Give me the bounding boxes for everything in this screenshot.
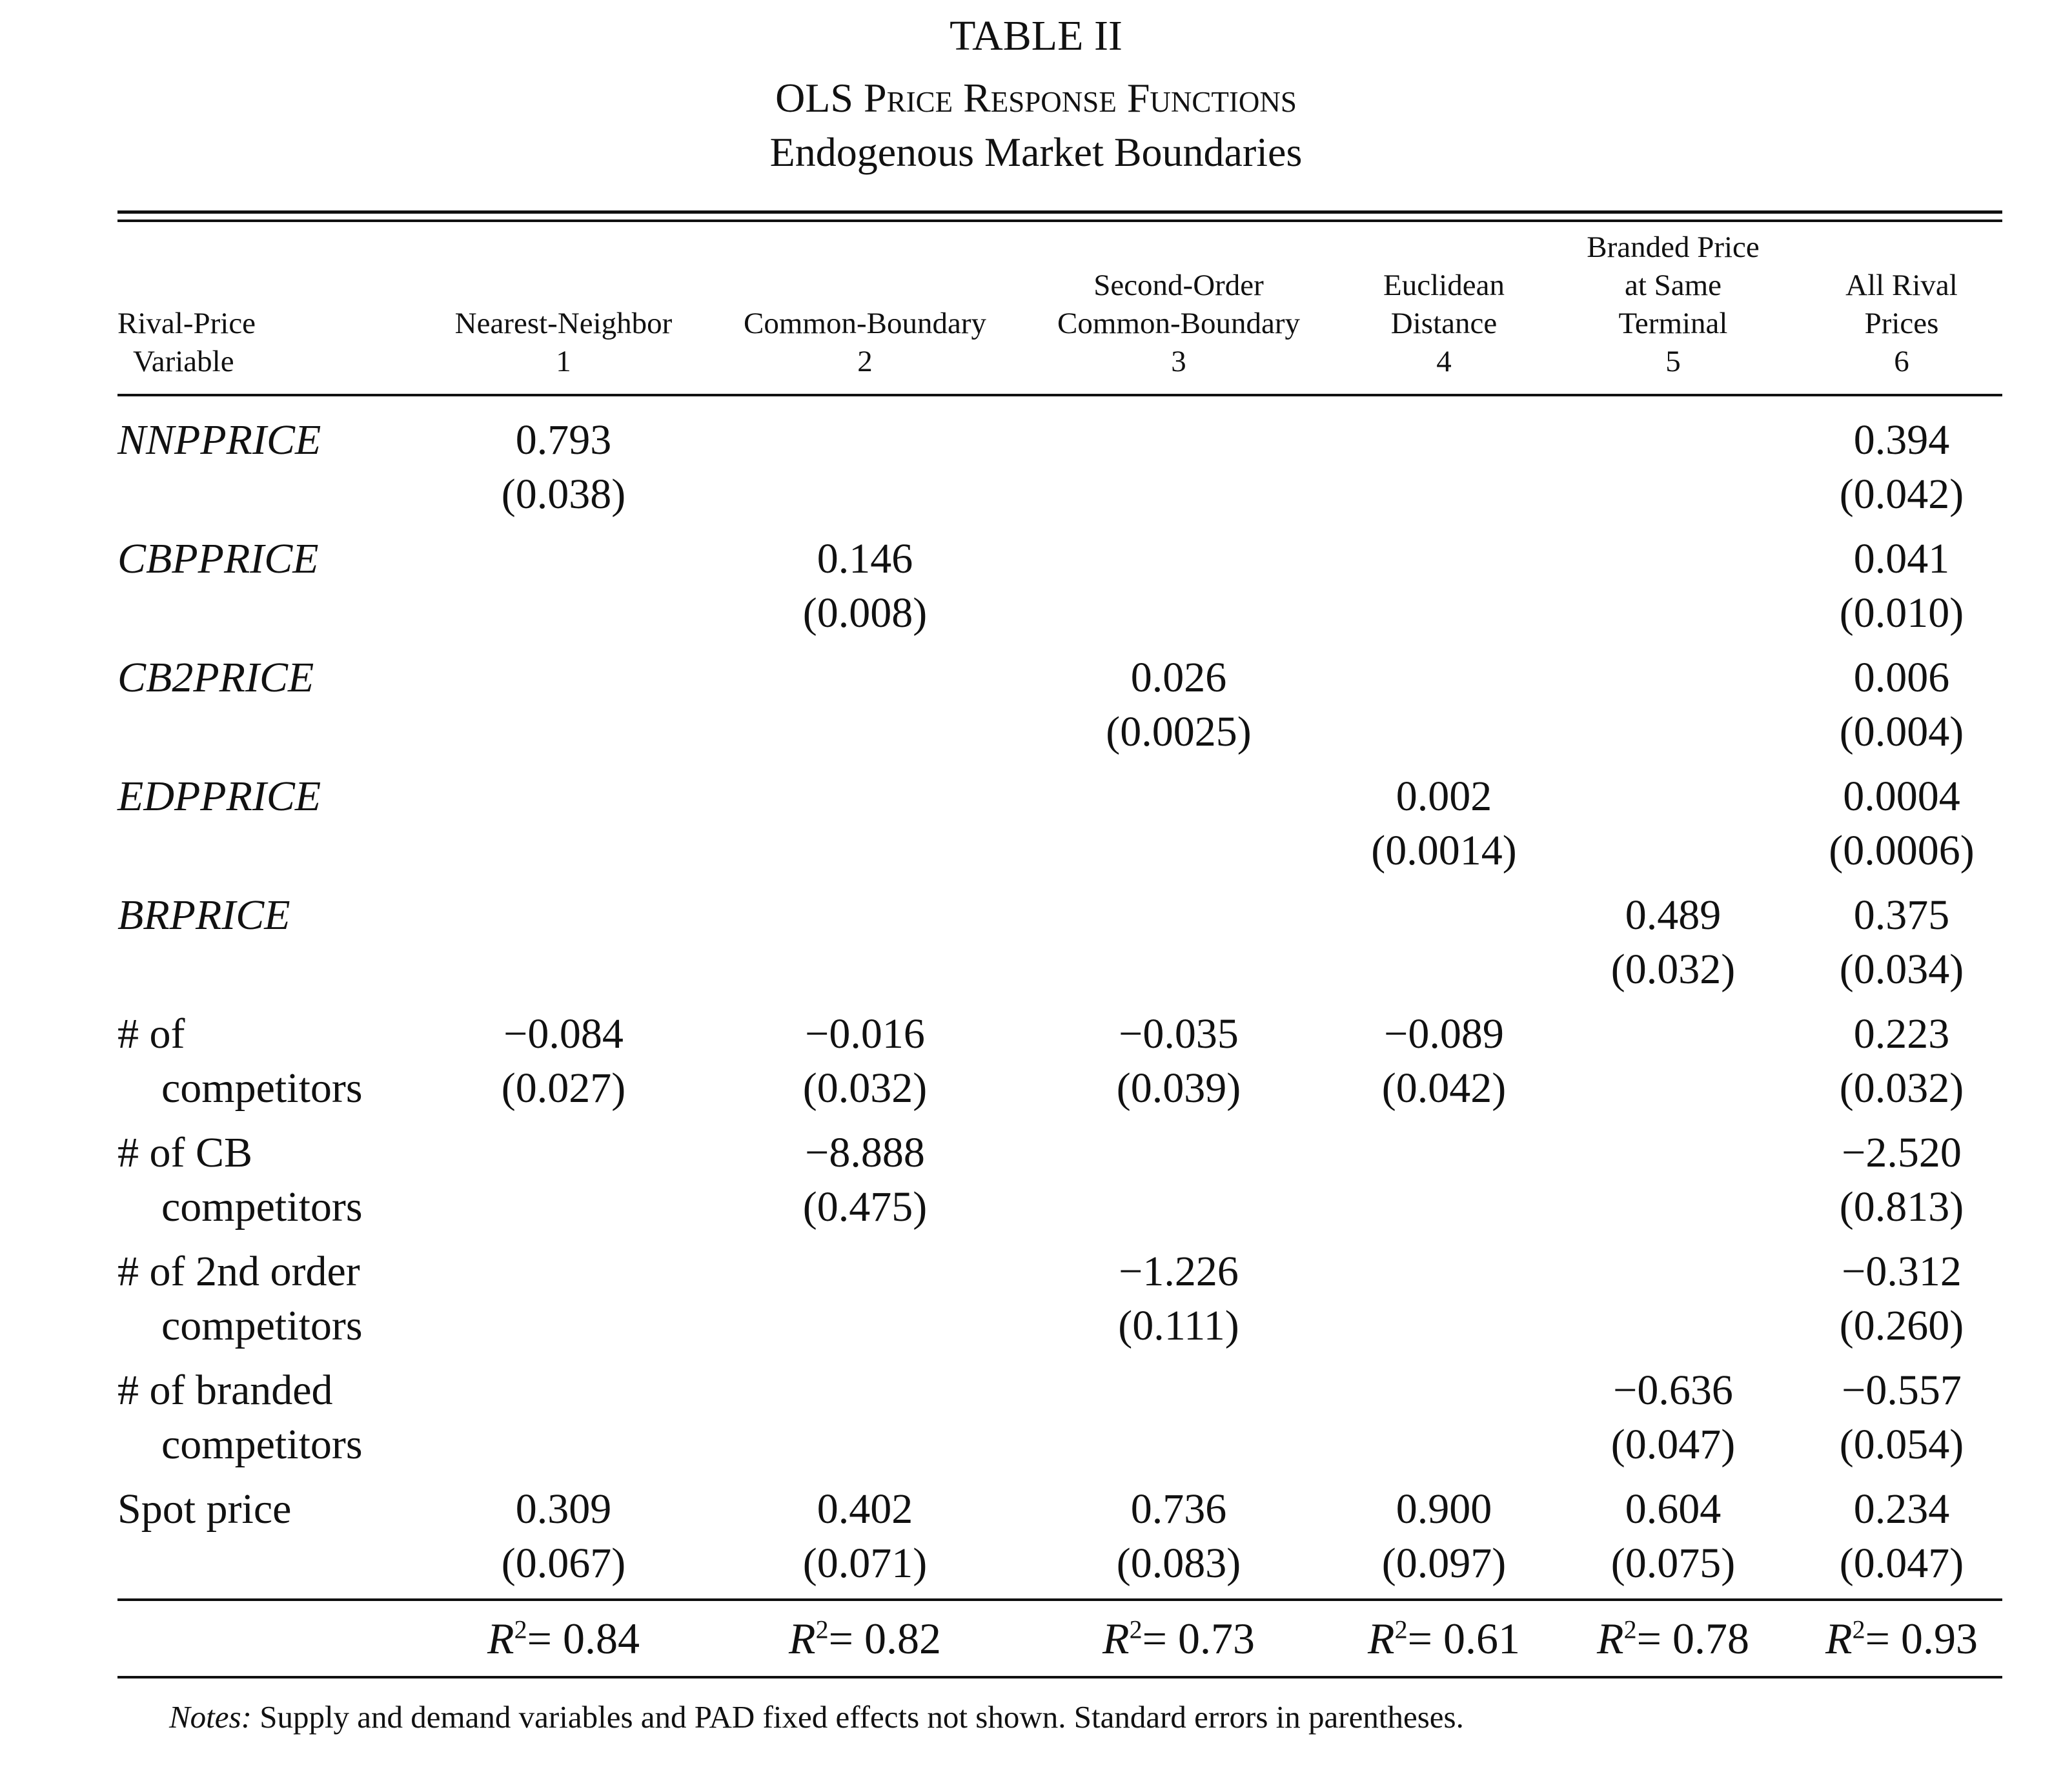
table-cell bbox=[1567, 888, 1780, 997]
table-cell bbox=[1337, 770, 1550, 878]
column-header-line: 2 bbox=[857, 345, 873, 378]
stub-header bbox=[117, 305, 256, 381]
row-label-line: competitors bbox=[161, 1421, 363, 1468]
column-header-line: Second-Order bbox=[1093, 269, 1264, 302]
standard-error: (0.071) bbox=[802, 1540, 928, 1587]
standard-error: (0.260) bbox=[1839, 1302, 1964, 1349]
row-label bbox=[117, 413, 321, 467]
notes-text: Supply and demand variables and PAD fixed effects not shown. Standard errors in parentheses. bbox=[251, 1699, 1464, 1735]
column-header-line: 4 bbox=[1436, 345, 1452, 378]
r-squared-symbol: R bbox=[1102, 1614, 1130, 1663]
r-squared-value: = 0.78 bbox=[1636, 1614, 1749, 1663]
column-header-1 bbox=[428, 305, 699, 381]
table-cell bbox=[1795, 1007, 2008, 1116]
column-header-line: Common-Boundary bbox=[744, 307, 986, 340]
r-squared-symbol: R bbox=[1597, 1614, 1624, 1663]
row-label bbox=[117, 1245, 363, 1353]
standard-error: (0.034) bbox=[1839, 946, 1964, 993]
table-cell bbox=[716, 532, 1013, 640]
table-cell bbox=[1030, 1007, 1327, 1116]
coefficient: −0.089 bbox=[1384, 1010, 1504, 1057]
row-label-line: NNPPRICE bbox=[117, 416, 321, 464]
table-cell bbox=[1337, 1482, 1550, 1591]
table-cell bbox=[428, 1007, 699, 1116]
row-label bbox=[117, 1363, 363, 1472]
table-cell bbox=[1795, 888, 2008, 997]
column-header-line: Terminal bbox=[1618, 307, 1728, 340]
row-label bbox=[117, 532, 319, 586]
standard-error: (0.475) bbox=[802, 1183, 928, 1230]
coefficient: −0.312 bbox=[1842, 1248, 1962, 1295]
table-cell bbox=[1795, 770, 2008, 878]
coefficient: −0.557 bbox=[1842, 1367, 1962, 1414]
table-cell bbox=[1030, 651, 1327, 759]
r-squared-symbol: R bbox=[1825, 1614, 1853, 1663]
standard-error: (0.042) bbox=[1839, 471, 1964, 518]
coefficient: 0.0004 bbox=[1843, 773, 1960, 820]
coefficient: 0.736 bbox=[1130, 1485, 1227, 1533]
coefficient: 0.394 bbox=[1853, 416, 1950, 464]
r-squared-5 bbox=[1567, 1611, 1780, 1666]
column-header-5 bbox=[1567, 229, 1780, 381]
r-squared-1 bbox=[428, 1611, 699, 1666]
row-label-line: BRPRICE bbox=[117, 892, 290, 939]
standard-error: (0.111) bbox=[1118, 1302, 1239, 1349]
r-squared-value: = 0.82 bbox=[828, 1614, 941, 1663]
standard-error: (0.813) bbox=[1839, 1183, 1964, 1230]
r-squared-symbol: R bbox=[487, 1614, 514, 1663]
row-label bbox=[117, 1126, 363, 1234]
column-header-line: 5 bbox=[1665, 345, 1681, 378]
row-label bbox=[117, 651, 314, 705]
table-cell bbox=[1795, 1245, 2008, 1353]
r-squared-symbol: R bbox=[789, 1614, 816, 1663]
top-rule-2 bbox=[117, 219, 2002, 222]
row-label-line: competitors bbox=[161, 1302, 363, 1349]
r-squared-symbol: R bbox=[1368, 1614, 1395, 1663]
r-squared-value: = 0.84 bbox=[527, 1614, 640, 1663]
column-header-line: Nearest-Neighbor bbox=[454, 307, 673, 340]
standard-error: (0.083) bbox=[1116, 1540, 1241, 1587]
stub-header-line: Variable bbox=[133, 345, 234, 378]
coefficient: 0.402 bbox=[817, 1485, 913, 1533]
table-cell bbox=[1030, 1245, 1327, 1353]
row-label-line: # of 2nd order bbox=[117, 1248, 360, 1295]
column-header-line: Distance bbox=[1390, 307, 1498, 340]
standard-error: (0.038) bbox=[501, 471, 626, 518]
row-label-line: competitors bbox=[161, 1183, 363, 1230]
table-subtitle: Endogenous Market Boundaries bbox=[769, 129, 1303, 175]
row-label-line: CBPPRICE bbox=[117, 535, 319, 582]
column-header-line: 3 bbox=[1171, 345, 1186, 378]
coefficient: 0.041 bbox=[1853, 535, 1950, 582]
column-header-line: Euclidean bbox=[1383, 269, 1505, 302]
r-squared-exponent: 2 bbox=[1623, 1615, 1637, 1644]
standard-error: (0.042) bbox=[1381, 1065, 1507, 1112]
table-cell bbox=[1795, 1363, 2008, 1472]
column-header-line: Prices bbox=[1864, 307, 1939, 340]
row-label bbox=[117, 888, 290, 943]
standard-error: (0.0025) bbox=[1106, 708, 1252, 755]
row-label-line: competitors bbox=[161, 1065, 363, 1112]
column-header-4 bbox=[1337, 267, 1550, 381]
coefficient: −0.016 bbox=[805, 1010, 925, 1057]
coefficient: −1.226 bbox=[1119, 1248, 1239, 1295]
row-label bbox=[117, 1007, 363, 1116]
coefficient: 0.604 bbox=[1625, 1485, 1722, 1533]
table-notes bbox=[169, 1698, 1464, 1737]
row-label bbox=[117, 770, 321, 824]
column-header-3 bbox=[1030, 267, 1327, 381]
coefficient: 0.489 bbox=[1625, 892, 1722, 939]
r-squared-exponent: 2 bbox=[815, 1615, 829, 1644]
row-label-line: EDPPRICE bbox=[117, 773, 321, 820]
table-cell bbox=[1030, 1482, 1327, 1591]
r-squared-value: = 0.61 bbox=[1407, 1614, 1520, 1663]
r-squared-exponent: 2 bbox=[1394, 1615, 1408, 1644]
coefficient: 0.146 bbox=[817, 535, 913, 582]
r-squared-exponent: 2 bbox=[1129, 1615, 1143, 1644]
standard-error: (0.032) bbox=[802, 1065, 928, 1112]
standard-error: (0.010) bbox=[1839, 589, 1964, 637]
coefficient: −0.035 bbox=[1119, 1010, 1239, 1057]
table-cell bbox=[1795, 1482, 2008, 1591]
table-cell bbox=[716, 1126, 1013, 1234]
standard-error: (0.0006) bbox=[1829, 827, 1975, 874]
r-squared-6 bbox=[1795, 1611, 2008, 1666]
standard-error: (0.008) bbox=[802, 589, 928, 637]
standard-error: (0.032) bbox=[1839, 1065, 1964, 1112]
coefficient: 0.223 bbox=[1853, 1010, 1950, 1057]
r-squared-exponent: 2 bbox=[514, 1615, 527, 1644]
column-header-line: Common-Boundary bbox=[1057, 307, 1300, 340]
table-cell bbox=[716, 1482, 1013, 1591]
row-label bbox=[117, 1482, 291, 1536]
header-rule bbox=[117, 394, 2002, 396]
table-cell bbox=[1795, 1126, 2008, 1234]
row-label-line: # of CB bbox=[117, 1129, 253, 1176]
column-header-line: at Same bbox=[1624, 269, 1722, 302]
table-title-block bbox=[0, 9, 2072, 179]
r-squared-3 bbox=[1030, 1611, 1327, 1666]
table-cell bbox=[1337, 1007, 1550, 1116]
r-squared-value: = 0.93 bbox=[1865, 1614, 1978, 1663]
standard-error: (0.0014) bbox=[1371, 827, 1517, 874]
standard-error: (0.039) bbox=[1116, 1065, 1241, 1112]
standard-error: (0.047) bbox=[1610, 1421, 1736, 1468]
top-rule-1 bbox=[117, 210, 2002, 214]
table-cell bbox=[1795, 651, 2008, 759]
standard-error: (0.032) bbox=[1610, 946, 1736, 993]
table-cell bbox=[428, 413, 699, 522]
r-squared-value: = 0.73 bbox=[1142, 1614, 1255, 1663]
coefficient: 0.309 bbox=[515, 1485, 612, 1533]
coefficient: −8.888 bbox=[805, 1129, 925, 1176]
row-label-line: CB2PRICE bbox=[117, 654, 314, 701]
coefficient: −0.636 bbox=[1613, 1367, 1733, 1414]
standard-error: (0.047) bbox=[1839, 1540, 1964, 1587]
coefficient: 0.006 bbox=[1853, 654, 1950, 701]
table-number: TABLE II bbox=[950, 12, 1122, 59]
bottom-rule-2 bbox=[117, 1676, 2002, 1678]
coefficient: 0.900 bbox=[1396, 1485, 1492, 1533]
row-label-line: Spot price bbox=[117, 1485, 292, 1533]
table-cell bbox=[1795, 413, 2008, 522]
table-cell bbox=[1795, 532, 2008, 640]
row-label-line: # of bbox=[117, 1010, 185, 1057]
bottom-rule-1 bbox=[117, 1598, 2002, 1601]
r-squared-2 bbox=[716, 1611, 1013, 1666]
column-header-6 bbox=[1795, 267, 2008, 381]
column-header-line: Branded Price bbox=[1587, 230, 1760, 264]
r-squared-4 bbox=[1337, 1611, 1550, 1666]
stub-header-line: Rival-Price bbox=[117, 307, 256, 340]
column-header-line: All Rival bbox=[1845, 269, 1958, 302]
column-header-line: 1 bbox=[556, 345, 571, 378]
standard-error: (0.054) bbox=[1839, 1421, 1964, 1468]
standard-error: (0.067) bbox=[501, 1540, 626, 1587]
row-label-line: # of branded bbox=[117, 1367, 333, 1414]
standard-error: (0.075) bbox=[1610, 1540, 1736, 1587]
coefficient: 0.234 bbox=[1853, 1485, 1950, 1533]
notes-label: Notes: bbox=[169, 1699, 252, 1735]
r-squared-exponent: 2 bbox=[1852, 1615, 1865, 1644]
coefficient: 0.026 bbox=[1130, 654, 1227, 701]
standard-error: (0.004) bbox=[1839, 708, 1964, 755]
column-header-2 bbox=[716, 305, 1013, 381]
standard-error: (0.097) bbox=[1381, 1540, 1507, 1587]
table-title: OLS Price Response Functions bbox=[775, 75, 1297, 121]
coefficient: 0.002 bbox=[1396, 773, 1492, 820]
standard-error: (0.027) bbox=[501, 1065, 626, 1112]
coefficient: 0.793 bbox=[515, 416, 612, 464]
coefficient: −0.084 bbox=[503, 1010, 624, 1057]
column-header-line: 6 bbox=[1894, 345, 1909, 378]
coefficient: 0.375 bbox=[1853, 892, 1950, 939]
table-cell bbox=[428, 1482, 699, 1591]
table-cell bbox=[1567, 1482, 1780, 1591]
coefficient: −2.520 bbox=[1842, 1129, 1962, 1176]
table-cell bbox=[716, 1007, 1013, 1116]
table-cell bbox=[1567, 1363, 1780, 1472]
